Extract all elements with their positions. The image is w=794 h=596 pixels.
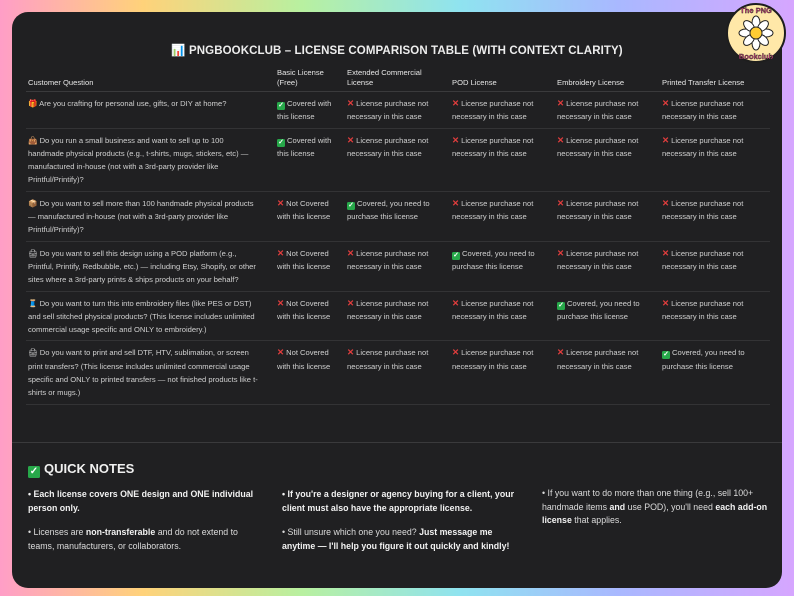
column-header: Customer Question xyxy=(26,66,275,92)
note-text-bold: and xyxy=(609,501,626,512)
license-cell xyxy=(345,241,450,291)
note-text: that applies. xyxy=(571,515,622,525)
page-title: 📊 PNGBOOKCLUB – LICENSE COMPARISON TABLE (WITH CONTEXT CLARITY) xyxy=(171,45,623,57)
check-icon: ✓ xyxy=(558,301,564,309)
license-cell xyxy=(555,341,660,404)
note-multiple-addons xyxy=(542,487,772,528)
cross-icon: ✕ xyxy=(277,297,285,308)
cross-icon: ✕ xyxy=(347,98,355,108)
cross-icon: ✕ xyxy=(452,98,460,108)
cell-text: Not Covered with this license xyxy=(277,248,331,271)
license-cell xyxy=(275,92,345,129)
note-designer-agency xyxy=(282,488,530,515)
check-icon: ✓ xyxy=(29,466,39,477)
table-row xyxy=(26,128,770,191)
cross-icon: ✕ xyxy=(557,98,565,108)
license-cell xyxy=(275,241,345,291)
cross-icon: ✕ xyxy=(662,197,670,208)
note-text: • Still unsure which one you need? xyxy=(282,527,420,537)
check-icon: ✓ xyxy=(278,102,284,109)
license-cell xyxy=(345,291,450,341)
cell-text: License purchase not necessary in this case xyxy=(662,198,744,222)
check-icon: ✓ xyxy=(663,351,669,359)
cell-text: License purchase not necessary in this case xyxy=(557,348,639,371)
table-row xyxy=(26,92,770,129)
cross-icon: ✕ xyxy=(452,134,460,145)
note-non-transferable xyxy=(28,526,258,553)
license-cell xyxy=(660,191,770,241)
license-cell xyxy=(555,291,660,341)
column-header: POD License xyxy=(450,66,555,92)
license-cell xyxy=(450,128,555,191)
license-cell xyxy=(450,191,555,241)
note-text: • Each license covers ONE design and ONE individual person only. xyxy=(28,489,254,513)
cell-text: Covered, you need to purchase this license xyxy=(347,198,430,222)
cross-icon: ✕ xyxy=(452,297,460,308)
cross-icon: ✕ xyxy=(557,197,565,208)
cross-icon: ✕ xyxy=(557,247,565,258)
cross-icon: ✕ xyxy=(662,247,670,258)
cell-text: License purchase not necessary in this case xyxy=(347,348,429,371)
note-text-bold: non-transferable xyxy=(85,527,156,537)
cell-text: License purchase not necessary in this case xyxy=(452,298,534,321)
table-row xyxy=(26,341,770,404)
license-cell xyxy=(450,291,555,341)
license-cell xyxy=(660,291,770,341)
cell-text: Covered, you need to purchase this license xyxy=(557,298,640,321)
license-cell xyxy=(555,128,660,191)
license-cell xyxy=(555,241,660,291)
license-cell xyxy=(275,291,345,341)
license-cell xyxy=(660,92,770,129)
license-cell xyxy=(450,92,555,129)
cell-text: License purchase not necessary in this case xyxy=(452,348,534,371)
cell-text: Not Covered with this license xyxy=(277,298,331,321)
cross-icon: ✕ xyxy=(277,197,285,208)
cross-icon: ✕ xyxy=(347,134,355,145)
cell-text: Not Covered with this license xyxy=(277,198,331,222)
customer-question: 📦 Do you want to sell more than 100 handmade physical products — manufactured in-house (not with a 3rd-party provider like Printful/Printify)? xyxy=(26,191,275,241)
license-cell xyxy=(660,241,770,291)
table-row xyxy=(26,241,770,291)
license-cell xyxy=(345,92,450,129)
cross-icon: ✕ xyxy=(557,347,565,358)
license-card xyxy=(12,12,782,588)
note-text: • If you're a designer or agency buying for a client, your client must also have the appropriate license. xyxy=(282,489,514,513)
cell-text: License purchase not necessary in this case xyxy=(452,99,534,122)
cell-text: License purchase not necessary in this case xyxy=(452,135,534,158)
cross-icon: ✕ xyxy=(662,98,670,108)
logo-text: Bookclub xyxy=(738,52,774,61)
note-text: • Licenses are xyxy=(28,527,86,537)
customer-question: 🧵 Do you want to turn this into embroidery files (like PES or DST) and sell stitched physical products? (This license includes unlimited commercial usage specific and ONLY to embroidery.) xyxy=(26,291,275,341)
column-header: Embroidery License xyxy=(555,66,660,92)
cell-text: Not Covered with this license xyxy=(277,348,331,371)
cell-text: License purchase not necessary in this case xyxy=(347,298,429,321)
cross-icon: ✕ xyxy=(452,347,460,358)
customer-question: 👜 Do you run a small business and want to sell up to 100 handmade physical products (e.g., t-shirts, mugs, stickers, etc) — manufactured in-house (not with a 3rd-party provider like Printful/Printify)? xyxy=(26,128,275,191)
cell-text: License purchase not necessary in this case xyxy=(662,298,744,321)
license-cell xyxy=(275,191,345,241)
cross-icon: ✕ xyxy=(347,347,355,358)
check-icon: ✓ xyxy=(348,201,354,209)
customer-question: 🖨 Do you want to print and sell DTF, HTV, sublimation, or screen print transfers? (This license includes unlimited commercial usage specific and ONLY to printed transfers — not finished products like t-shirts or mugs.) xyxy=(26,341,275,404)
license-cell xyxy=(345,128,450,191)
license-cell xyxy=(660,128,770,191)
quick-notes-label: QUICK NOTES xyxy=(44,461,135,476)
note-text-bold: each add-on license xyxy=(542,501,768,525)
table-header-row xyxy=(26,66,770,92)
note-text-bold: Just message me anytime — I'll help you figure it out quickly and kindly! xyxy=(282,527,510,551)
cross-icon: ✕ xyxy=(662,297,670,308)
check-icon: ✓ xyxy=(453,251,459,259)
cell-text: License purchase not necessary in this case xyxy=(557,99,639,122)
customer-question: 🎁 Are you crafting for personal use, gifts, or DIY at home? xyxy=(26,92,275,129)
column-header: Extended Commercial License xyxy=(345,66,450,92)
cell-text: License purchase not necessary in this case xyxy=(557,198,639,222)
cross-icon: ✕ xyxy=(662,134,670,145)
note-text: use POD), you'll need xyxy=(625,501,716,512)
customer-question: 🖨 Do you want to sell this design using a POD platform (e.g., Printful, Printify, Redbubble, etc.) — including Etsy, Shopify, or other sites where a 3rd-party prints & ships products on your behalf? xyxy=(26,241,275,291)
cross-icon: ✕ xyxy=(277,247,285,258)
logo-text: The PNG xyxy=(740,6,772,15)
check-icon: ✓ xyxy=(278,138,284,146)
cell-text: License purchase not necessary in this case xyxy=(662,135,744,158)
cell-text: License purchase not necessary in this case xyxy=(557,248,639,271)
cell-text: License purchase not necessary in this case xyxy=(347,248,429,271)
license-cell xyxy=(275,341,345,404)
cell-text: License purchase not necessary in this case xyxy=(662,99,744,122)
note-single-design xyxy=(28,488,268,515)
cross-icon: ✕ xyxy=(277,347,285,358)
cross-icon: ✕ xyxy=(452,197,460,208)
cross-icon: ✕ xyxy=(347,247,355,258)
note-unsure xyxy=(282,526,522,553)
cell-text: Covered with this license xyxy=(277,135,332,158)
cell-text: License purchase not necessary in this case xyxy=(347,99,429,122)
license-comparison-table xyxy=(26,66,770,405)
license-cell xyxy=(555,191,660,241)
license-cell xyxy=(345,341,450,404)
cross-icon: ✕ xyxy=(347,297,355,308)
table-row xyxy=(26,291,770,341)
note-text: • If you want to do more than one thing (e.g., sell 100+ handmade items xyxy=(542,488,754,512)
quick-notes-heading xyxy=(28,461,134,478)
license-cell xyxy=(450,241,555,291)
license-cell xyxy=(660,341,770,404)
license-cell xyxy=(275,128,345,191)
table-row xyxy=(26,191,770,241)
table-body xyxy=(26,92,770,405)
cell-text: Covered, you need to purchase this license xyxy=(662,348,745,371)
license-cell xyxy=(555,92,660,129)
cross-icon: ✕ xyxy=(557,134,565,145)
divider xyxy=(12,442,782,443)
cell-text: License purchase not necessary in this case xyxy=(347,135,429,158)
cell-text: License purchase not necessary in this case xyxy=(452,198,534,222)
pngbookclub-logo xyxy=(725,2,787,64)
cell-text: License purchase not necessary in this case xyxy=(662,248,744,271)
note-text: and do not extend to teams, manufacturers, or collaborators. xyxy=(28,527,238,551)
license-cell xyxy=(450,341,555,404)
cell-text: Covered with this license xyxy=(277,99,332,122)
license-cell xyxy=(345,191,450,241)
column-header: Basic License (Free) xyxy=(275,66,345,92)
cell-text: Covered, you need to purchase this license xyxy=(452,248,535,271)
cell-text: License purchase not necessary in this case xyxy=(557,135,639,158)
column-header: Printed Transfer License xyxy=(660,66,770,92)
